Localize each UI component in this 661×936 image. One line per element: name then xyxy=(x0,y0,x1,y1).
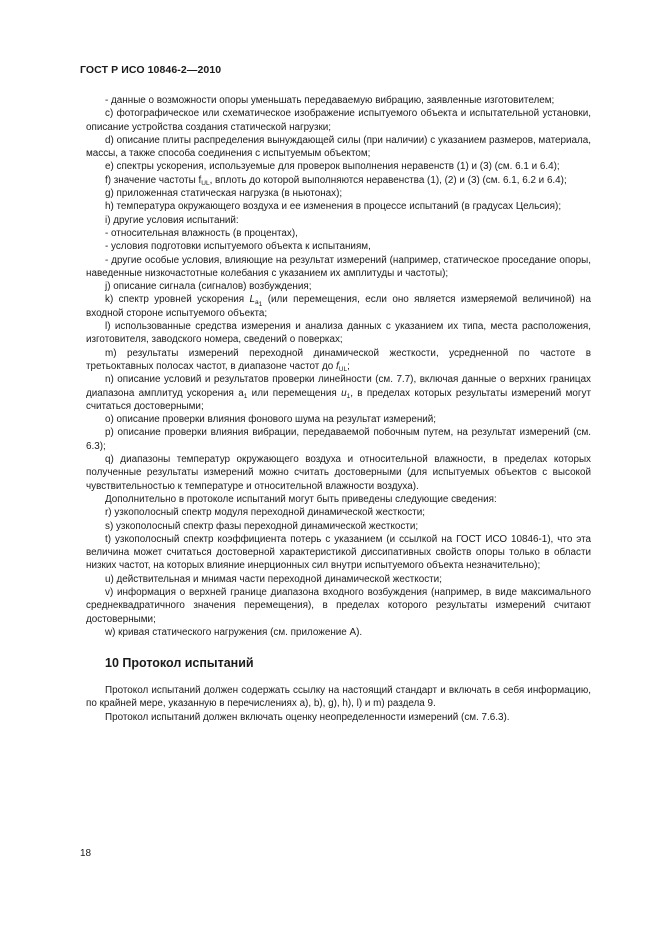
paragraph: l) использованные средства измерения и анализа данных с указанием их типа, места расположения, изготовителя, заводского номера, сведений о поверках; xyxy=(86,321,591,346)
paragraph: k) спектр уровней ускорения $L_{a_1}$ (или перемещения, если оно является измеряемой величиной) на входной стороне испытуемого объекта; xyxy=(86,294,591,319)
paragraph: e) спектры ускорения, используемые для проверок выполнения неравенств (1) и (3) (см. 6.1 и 6.4); xyxy=(105,161,560,173)
paragraph: t) узкополосный спектр коэффициента потерь с указанием (и ссылкой на ГОСТ ИСО 10846-1), что эта величина может считаться достоверной характеристикой диссипативных свойств опоры только в области низких частот, на которых влияние инерционных сил внутри испытуемого объекта незначительно); xyxy=(86,533,591,572)
paragraph: h) температура окружающего воздуха и ее изменения в процессе испытаний (в градусах Цельсия); xyxy=(105,201,562,213)
paragraph: Дополнительно в протоколе испытаний могут быть приведены следующие сведения: xyxy=(105,493,497,505)
document-body xyxy=(86,94,591,724)
paragraph: q) диапазоны температур окружающего воздуха и относительной влажности, в пределах которых полученные результаты измерений можно считать достоверными (для испытуемых объектов с высокой чувствительностью к температуре и относительной влажности воздуха). xyxy=(86,454,591,492)
list-items xyxy=(86,94,591,639)
paragraph: v) информация о верхней границе диапазона входного возбуждения (например, в виде максимального среднеквадратичного значения перемещения), в пределах которого результаты измерений считают достоверными; xyxy=(86,586,591,625)
paragraph: g) приложенная статическая нагрузка (в ньютонах); xyxy=(105,188,343,200)
section-title: 10 Протокол испытаний xyxy=(105,656,254,671)
section-paragraph: Протокол испытаний должен включать оценку неопределенности измерений (см. 7.6.3). xyxy=(105,711,510,723)
paragraph: r) узкополосный спектр модуля переходной динамической жесткости; xyxy=(105,507,425,519)
section-paragraph: Протокол испытаний должен содержать ссылку на настоящий стандарт и включать в себя информацию, по крайней мере, указанную в перечислениях а), b), g), h), l) и m) раздела 9. xyxy=(86,685,591,710)
paragraph: c) фотографическое или схематическое изображение испытуемого объекта и испытательной установки, описание устройства создания статической нагрузки; xyxy=(86,108,591,133)
paragraph: - другие особые условия, влияющие на результат измерений (например, статическое проседание опоры, наведенные низкочастотные колебания с указанием их амплитуды и частоты); xyxy=(86,254,591,279)
paragraph: m) результаты измерений переходной динамической жесткости, усредненной по частоте в третьоктавных полосах частот, в диапазоне частот до $f_{UL}$; xyxy=(86,347,591,373)
paragraph: d) описание плиты распределения вынуждающей силы (при наличии) с указанием размеров, материала, массы, а также способа соединения с испытуемым объектом; xyxy=(86,134,591,160)
page-number: 18 xyxy=(80,848,92,859)
paragraph: u) действительная и мнимая части переходной динамической жесткости; xyxy=(105,573,442,585)
document-header: ГОСТ Р ИСО 10846-2—2010 xyxy=(80,64,222,76)
paragraph: o) описание проверки влияния фонового шума на результат измерений; xyxy=(105,414,437,426)
paragraph: - данные о возможности опоры уменьшать передаваемую вибрацию, заявленные изготовителем; xyxy=(105,95,555,106)
paragraph: i) другие условия испытаний: xyxy=(105,214,239,226)
paragraph: f) значение частоты $f_{UL}$, вплоть до которой выполняются неравенства (1), (2) и (3) (см. 6.1, 6.2 и 6.4); xyxy=(105,174,567,187)
paragraph: - относительная влажность (в процентах), xyxy=(105,227,298,239)
paragraph: w) кривая статического нагружения (см. приложение А). xyxy=(105,626,363,638)
paragraph: j) описание сигнала (сигналов) возбуждения; xyxy=(105,281,312,293)
paragraph: n) описание условий и результатов проверки линейности (см. 7.7), включая данные о верхних границах диапазона амплитуд ускорения $a_1$ или перемещения $u_1$, в пределах которых результаты измерений могут считаться достоверными; xyxy=(86,374,591,412)
section-paragraphs xyxy=(86,684,591,724)
paragraph: s) узкополосный спектр фазы переходной динамической жесткости; xyxy=(105,520,419,532)
paragraph: p) описание проверки влияния вибрации, передаваемой побочным путем, на результат измерений (см. 6.3); xyxy=(86,427,591,452)
paragraph: - условия подготовки испытуемого объекта к испытаниям, xyxy=(105,241,371,253)
